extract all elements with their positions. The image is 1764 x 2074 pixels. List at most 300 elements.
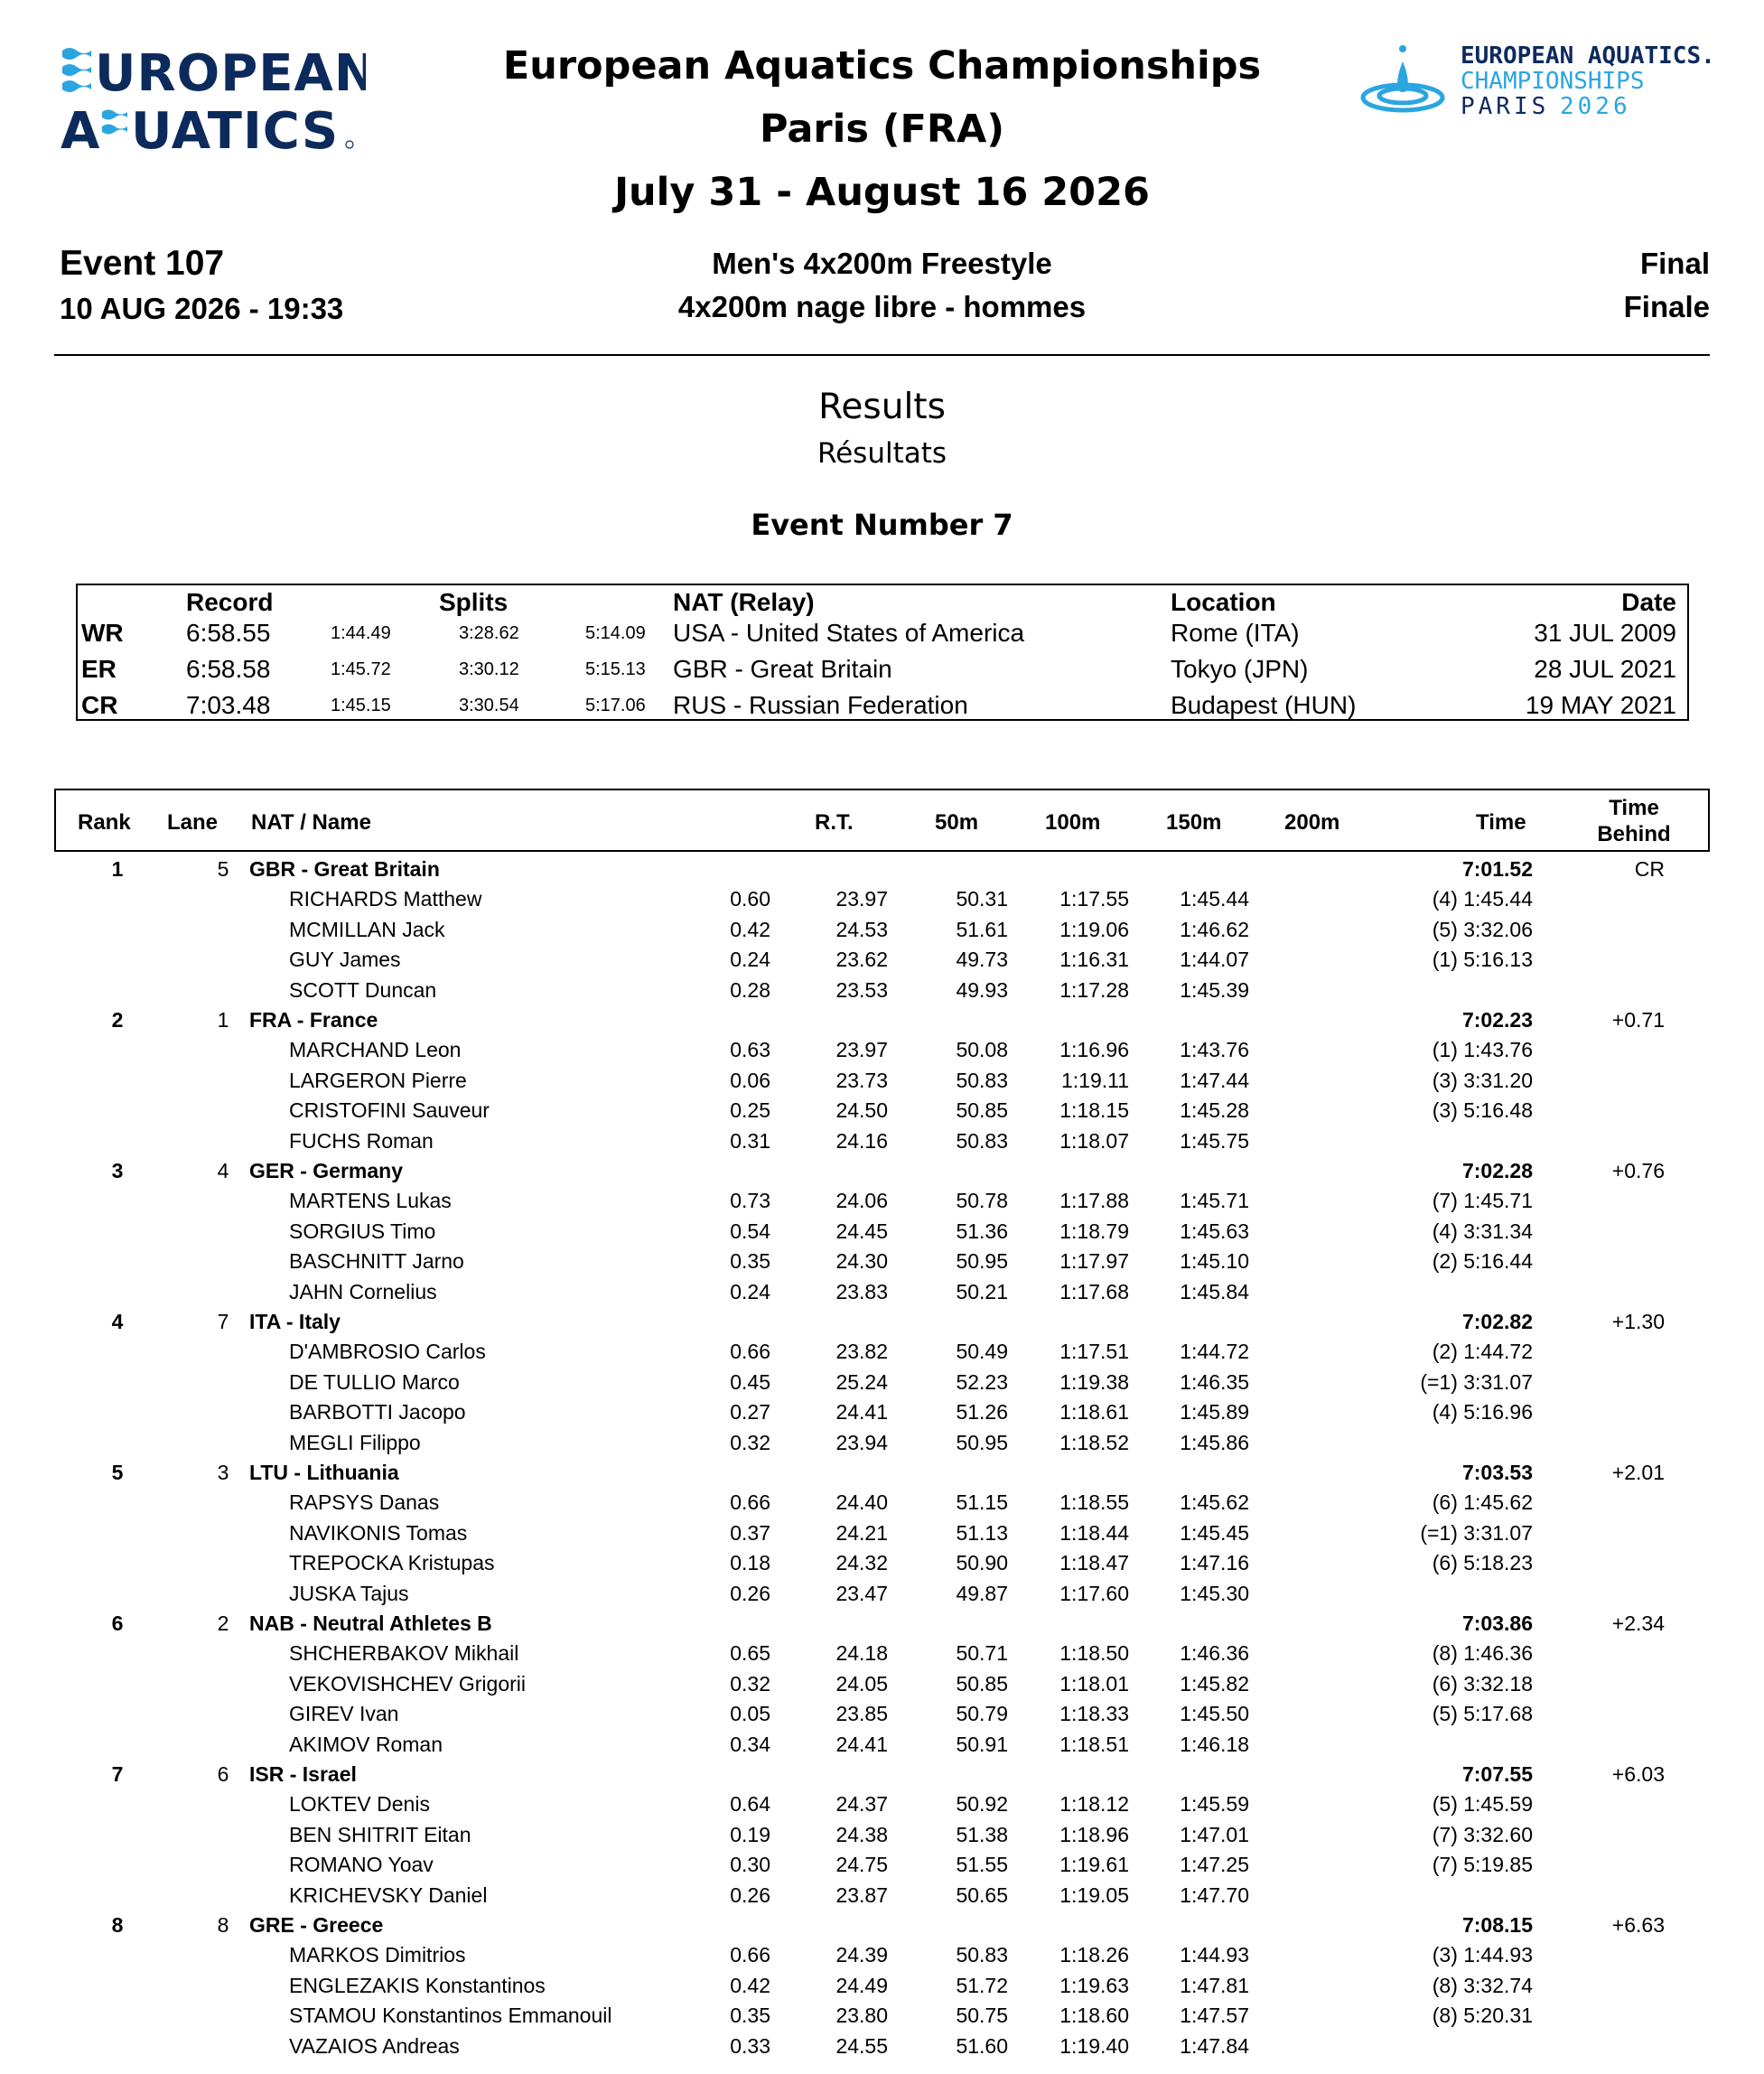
swimmer-reaction-time: 0.32	[730, 1671, 770, 1696]
swimmer-split-100m: 50.90	[956, 1551, 1008, 1575]
swimmer-cumulative-time: (4) 1:45.44	[1432, 887, 1533, 911]
team-name: GRE - Greece	[249, 1913, 384, 1937]
swimmer-split-100m: 50.49	[956, 1340, 1008, 1364]
swimmer-cumulative-time: (3) 5:16.48	[1432, 1098, 1533, 1123]
event-number: Event 107	[60, 244, 225, 283]
record-nat: GBR - Great Britain	[673, 655, 892, 683]
swimmer-split-200m: 1:46.35	[1180, 1369, 1249, 1394]
swimmer-reaction-time: 0.32	[730, 1430, 770, 1454]
swimmer-cumulative-time: (7) 3:32.60	[1432, 1822, 1533, 1846]
swimmer-row	[54, 976, 1710, 1005]
col-lane: Lane	[167, 810, 219, 835]
swimmer-split-100m: 49.73	[956, 948, 1008, 972]
swimmer-cumulative-time: (4) 3:31.34	[1432, 1219, 1533, 1243]
swimmer-split-200m: 1:47.01	[1180, 1822, 1249, 1846]
swimmer-reaction-time: 0.42	[730, 917, 770, 941]
col-rank: Rank	[78, 810, 131, 835]
swimmer-split-150m: 1:19.11	[1060, 1068, 1129, 1092]
swimmer-name: VAZAIOS Andreas	[289, 2033, 460, 2058]
swimmer-cumulative-time: (7) 1:45.71	[1432, 1189, 1533, 1213]
swimmer-split-100m: 51.60	[956, 2033, 1008, 2058]
swimmer-reaction-time: 0.24	[730, 948, 770, 972]
championship-title: European Aquatics Championships	[502, 43, 1262, 89]
swimmer-split-150m: 1:18.26	[1059, 1943, 1129, 1967]
record-date: 28 JUL 2021	[1534, 655, 1676, 683]
swimmer-split-100m: 50.71	[956, 1641, 1008, 1666]
team-name: NAB - Neutral Athletes B	[249, 1612, 492, 1635]
swimmer-row	[54, 915, 1710, 945]
swimmer-split-150m: 1:19.38	[1059, 1369, 1129, 1394]
swimmer-split-50m: 24.41	[835, 1732, 888, 1756]
swimmer-name: ROMANO Yoav	[289, 1853, 434, 1877]
swimmer-split-150m: 1:18.60	[1059, 2004, 1129, 2028]
team-time: 7:07.55	[1461, 1762, 1533, 1786]
swimmer-split-200m: 1:47.57	[1180, 2004, 1249, 2028]
team-time: 7:02.82	[1461, 1310, 1533, 1333]
event-name-fr: 4x200m nage libre - hommes	[677, 290, 1087, 323]
swimmer-split-150m: 1:18.47	[1059, 1551, 1129, 1575]
swimmer-split-100m: 50.83	[956, 1068, 1008, 1092]
col-time-behind-line1: Time	[1609, 796, 1659, 820]
header-divider	[54, 354, 1710, 356]
swimmer-reaction-time: 0.18	[730, 1551, 770, 1575]
swimmer-reaction-time: 0.06	[730, 1068, 770, 1092]
swimmer-split-100m: 50.91	[956, 1732, 1008, 1756]
team-row	[54, 1005, 1710, 1035]
swimmer-name: KRICHEVSKY Daniel	[289, 1882, 488, 1907]
swimmer-reaction-time: 0.19	[730, 1822, 770, 1846]
swimmer-row	[54, 1548, 1710, 1578]
swimmer-reaction-time: 0.34	[730, 1732, 770, 1756]
swimmer-split-100m: 50.08	[956, 1038, 1008, 1062]
swimmer-split-50m: 24.30	[835, 1249, 888, 1274]
swimmer-split-100m: 50.85	[956, 1671, 1008, 1696]
swimmer-split-50m: 24.41	[835, 1400, 888, 1425]
swimmer-split-150m: 1:16.96	[1059, 1038, 1129, 1062]
team-rank: 5	[111, 1461, 124, 1484]
swimmer-row	[54, 1368, 1710, 1397]
swimmer-split-50m: 24.50	[835, 1098, 888, 1123]
swimmer-split-200m: 1:47.70	[1180, 1882, 1249, 1907]
swimmer-name: MARKOS Dimitrios	[289, 1943, 466, 1967]
swimmer-split-100m: 50.92	[956, 1792, 1008, 1817]
team-lane: 7	[217, 1310, 229, 1333]
swimmer-row	[54, 1488, 1710, 1518]
swimmer-split-200m: 1:45.71	[1180, 1189, 1249, 1213]
swimmer-split-200m: 1:43.76	[1180, 1038, 1249, 1062]
event-name-en: Men's 4x200m Freestyle	[712, 247, 1052, 280]
swimmer-split-100m: 52.23	[956, 1369, 1008, 1394]
swimmer-row	[54, 1247, 1710, 1276]
swimmer-cumulative-time: (1) 1:43.76	[1432, 1038, 1533, 1062]
swimmer-split-50m: 24.21	[835, 1520, 888, 1545]
swimmer-row	[54, 1881, 1710, 1911]
swimmer-split-150m: 1:17.28	[1059, 977, 1129, 1002]
swimmer-cumulative-time: (5) 1:45.59	[1432, 1792, 1533, 1817]
swimmer-split-100m: 51.36	[956, 1219, 1008, 1243]
svg-text:UROPEAN: UROPEAN	[95, 44, 366, 103]
swimmer-name: BEN SHITRIT Eitan	[289, 1822, 471, 1846]
record-type: ER	[81, 655, 117, 683]
col-time-behind-line2: Behind	[1597, 822, 1671, 846]
swimmer-reaction-time: 0.24	[730, 1279, 770, 1303]
swimmer-reaction-time: 0.35	[730, 2004, 770, 2028]
record-nat: RUS - Russian Federation	[673, 691, 968, 719]
swimmer-cumulative-time: (7) 5:19.85	[1432, 1853, 1533, 1877]
record-location: Tokyo (JPN)	[1171, 655, 1309, 683]
swimmer-reaction-time: 0.30	[730, 1853, 770, 1877]
records-header-location: Location	[1171, 588, 1276, 616]
water-drop-icon	[1359, 43, 1721, 125]
team-time-behind: +6.03	[1611, 1762, 1665, 1786]
record-nat: USA - United States of America	[673, 619, 1025, 647]
swimmer-split-200m: 1:44.07	[1180, 948, 1249, 972]
swimmer-name: STAMOU Konstantinos Emmanouil	[289, 2004, 612, 2028]
swimmer-split-150m: 1:17.97	[1059, 1249, 1129, 1274]
team-rank: 4	[111, 1310, 124, 1333]
swimmer-split-100m: 50.95	[956, 1430, 1008, 1454]
swimmer-name: LARGERON Pierre	[289, 1068, 467, 1092]
record-split-1: 1:44.49	[331, 623, 391, 643]
swimmer-split-150m: 1:19.06	[1059, 917, 1129, 941]
swimmer-cumulative-time: (1) 5:16.13	[1432, 948, 1533, 972]
swimmer-split-150m: 1:18.01	[1059, 1671, 1129, 1696]
record-row	[78, 616, 1687, 650]
swimmer-reaction-time: 0.28	[730, 977, 770, 1002]
swimmer-reaction-time: 0.33	[730, 2033, 770, 2058]
swimmer-reaction-time: 0.66	[730, 1340, 770, 1364]
swimmer-row	[54, 1096, 1710, 1126]
record-location: Rome (ITA)	[1171, 619, 1300, 647]
swimmer-split-150m: 1:18.51	[1059, 1732, 1129, 1756]
event-number-label: Event Number 7	[751, 508, 1013, 542]
team-time-behind: +2.01	[1611, 1461, 1665, 1484]
swimmer-split-200m: 1:45.63	[1180, 1219, 1249, 1243]
team-row	[54, 1609, 1710, 1639]
swimmer-split-100m: 49.87	[956, 1581, 1008, 1605]
team-row	[54, 1760, 1710, 1789]
swimmer-name: MCMILLAN Jack	[289, 917, 445, 941]
swimmer-split-100m: 49.93	[956, 977, 1008, 1002]
swimmer-split-150m: 1:18.07	[1059, 1128, 1129, 1153]
swimmer-split-100m: 50.83	[956, 1943, 1008, 1967]
swimmer-split-200m: 1:46.62	[1180, 917, 1249, 941]
european-aquatics-logo-icon	[59, 43, 366, 161]
swimmer-name: SCOTT Duncan	[289, 977, 437, 1002]
swimmer-split-150m: 1:18.61	[1059, 1400, 1129, 1425]
swimmer-name: GIREV Ivan	[289, 1702, 399, 1726]
swimmer-split-100m: 50.31	[956, 887, 1008, 911]
swimmer-split-150m: 1:17.55	[1059, 887, 1129, 911]
swimmer-split-200m: 1:47.84	[1180, 2033, 1249, 2058]
swimmer-split-150m: 1:18.55	[1059, 1490, 1129, 1515]
swimmer-name: D'AMBROSIO Carlos	[289, 1340, 486, 1364]
swimmer-split-50m: 23.87	[835, 1882, 888, 1907]
record-date: 31 JUL 2009	[1534, 619, 1676, 647]
swimmer-split-150m: 1:18.50	[1059, 1641, 1129, 1666]
swimmer-split-150m: 1:18.15	[1059, 1098, 1129, 1123]
championship-city: Paris (FRA)	[760, 107, 1004, 152]
swimmer-split-50m: 24.49	[835, 1973, 888, 1997]
record-time: 6:58.55	[186, 619, 271, 647]
swimmer-name: MARTENS Lukas	[289, 1189, 452, 1213]
swimmer-split-50m: 24.40	[835, 1490, 888, 1515]
swimmer-split-200m: 1:47.44	[1180, 1068, 1249, 1092]
team-time-behind: +1.30	[1611, 1310, 1665, 1333]
swimmer-split-150m: 1:18.52	[1059, 1430, 1129, 1454]
swimmer-row	[54, 1669, 1710, 1699]
swimmer-split-50m: 24.39	[835, 1943, 888, 1967]
record-row	[78, 652, 1687, 687]
svg-text:UATICS: UATICS	[131, 102, 340, 161]
col-200m: 200m	[1284, 810, 1340, 835]
swimmer-name: JUSKA Tajus	[289, 1581, 409, 1605]
swimmer-split-50m: 24.53	[835, 917, 888, 941]
swimmer-split-150m: 1:17.68	[1059, 1279, 1129, 1303]
round-en: Final	[1639, 247, 1710, 280]
swimmer-split-100m: 51.15	[956, 1490, 1008, 1515]
swimmer-reaction-time: 0.05	[730, 1702, 770, 1726]
record-split-2: 3:30.54	[459, 696, 519, 715]
swimmer-split-150m: 1:18.79	[1059, 1219, 1129, 1243]
swimmer-split-150m: 1:18.33	[1059, 1702, 1129, 1726]
swimmer-split-200m: 1:45.62	[1180, 1490, 1249, 1515]
swimmer-split-100m: 50.85	[956, 1098, 1008, 1123]
swimmer-cumulative-time: (6) 3:32.18	[1432, 1671, 1533, 1696]
event-datetime: 10 AUG 2026 - 19:33	[60, 292, 344, 325]
col-time: Time	[1476, 810, 1526, 835]
team-lane: 2	[217, 1612, 229, 1635]
record-split-2: 3:30.12	[459, 659, 519, 679]
swimmer-split-50m: 24.05	[835, 1671, 888, 1696]
swimmer-name: CRISTOFINI Sauveur	[289, 1098, 490, 1123]
swimmer-split-150m: 1:17.60	[1059, 1581, 1129, 1605]
swimmer-row	[54, 1850, 1710, 1880]
records-header-date: Date	[1621, 588, 1676, 616]
team-name: FRA - France	[249, 1008, 378, 1032]
team-rank: 3	[111, 1159, 124, 1182]
team-lane: 1	[217, 1008, 229, 1032]
record-time: 7:03.48	[186, 691, 271, 719]
swimmer-split-50m: 24.45	[835, 1219, 888, 1243]
results-subtitle: Résultats	[817, 437, 947, 470]
swimmer-row	[54, 1035, 1710, 1065]
swimmer-split-50m: 24.75	[835, 1853, 888, 1877]
swimmer-split-200m: 1:45.50	[1180, 1702, 1249, 1726]
swimmer-row	[54, 1940, 1710, 1970]
record-location: Budapest (HUN)	[1171, 691, 1357, 719]
swimmer-split-200m: 1:45.44	[1180, 887, 1249, 911]
swimmer-reaction-time: 0.66	[730, 1490, 770, 1515]
team-row	[54, 1156, 1710, 1186]
swimmer-reaction-time: 0.25	[730, 1098, 770, 1123]
swimmer-split-50m: 24.18	[835, 1641, 888, 1666]
swimmer-name: AKIMOV Roman	[289, 1732, 443, 1756]
records-header-splits: Splits	[439, 588, 509, 616]
swimmer-reaction-time: 0.26	[730, 1882, 770, 1907]
team-name: ISR - Israel	[249, 1762, 357, 1786]
championships-paris-logo	[1359, 43, 1721, 125]
swimmer-row	[54, 1337, 1710, 1367]
records-header-row	[78, 585, 1687, 620]
swimmer-split-200m: 1:45.89	[1180, 1400, 1249, 1425]
record-split-3: 5:15.13	[585, 659, 646, 679]
team-rank: 6	[111, 1612, 124, 1635]
team-row	[54, 1911, 1710, 1940]
swimmer-reaction-time: 0.45	[730, 1369, 770, 1394]
swimmer-cumulative-time: (2) 5:16.44	[1432, 1249, 1533, 1274]
team-row	[54, 855, 1710, 884]
swimmer-cumulative-time: (=1) 3:31.07	[1420, 1520, 1533, 1545]
swimmer-split-50m: 23.47	[835, 1581, 888, 1605]
swimmer-name: BARBOTTI Jacopo	[289, 1400, 466, 1425]
svg-text:PARIS: PARIS	[1461, 93, 1550, 120]
record-time: 6:58.58	[186, 655, 271, 683]
swimmer-split-200m: 1:45.59	[1180, 1792, 1249, 1817]
swimmer-split-100m: 50.83	[956, 1128, 1008, 1153]
swimmer-cumulative-time: (5) 3:32.06	[1432, 917, 1533, 941]
swimmer-name: RAPSYS Danas	[289, 1490, 440, 1515]
records-header-record: Record	[186, 588, 274, 616]
european-aquatics-logo	[59, 43, 366, 161]
swimmer-split-50m: 24.55	[835, 2033, 888, 2058]
col-name: NAT / Name	[251, 810, 371, 835]
team-name: ITA - Italy	[249, 1310, 341, 1333]
swimmer-reaction-time: 0.66	[730, 1943, 770, 1967]
swimmer-reaction-time: 0.73	[730, 1189, 770, 1213]
swimmer-cumulative-time: (4) 5:16.96	[1432, 1400, 1533, 1425]
records-table	[76, 584, 1689, 721]
swimmer-cumulative-time: (8) 5:20.31	[1432, 2004, 1533, 2028]
swimmer-split-100m: 50.79	[956, 1702, 1008, 1726]
swimmer-row	[54, 1217, 1710, 1247]
team-row	[54, 1458, 1710, 1488]
swimmer-split-50m: 23.94	[835, 1430, 888, 1454]
swimmer-split-100m: 50.95	[956, 1249, 1008, 1274]
team-time-behind: +2.34	[1611, 1612, 1665, 1635]
swimmer-reaction-time: 0.65	[730, 1641, 770, 1666]
swimmer-split-100m: 50.21	[956, 1279, 1008, 1303]
swimmer-row	[54, 1789, 1710, 1819]
swimmer-name: MEGLI Filippo	[289, 1430, 421, 1454]
record-type: WR	[81, 619, 124, 647]
swimmer-row	[54, 1518, 1710, 1548]
svg-text:A: A	[61, 102, 101, 161]
team-time: 7:03.86	[1461, 1612, 1533, 1635]
swimmer-split-100m: 51.38	[956, 1822, 1008, 1846]
swimmer-split-200m: 1:45.84	[1180, 1279, 1249, 1303]
team-name: GBR - Great Britain	[249, 857, 440, 881]
results-table-header	[54, 789, 1710, 852]
swimmer-cumulative-time: (6) 1:45.62	[1432, 1490, 1533, 1515]
team-time: 7:02.28	[1461, 1159, 1533, 1182]
swimmer-split-50m: 24.06	[835, 1189, 888, 1213]
team-time-behind: +0.76	[1611, 1159, 1665, 1182]
swimmer-split-200m: 1:44.93	[1180, 1943, 1249, 1967]
swimmer-row	[54, 1186, 1710, 1216]
team-row	[54, 1307, 1710, 1337]
swimmer-split-100m: 50.78	[956, 1189, 1008, 1213]
swimmer-split-150m: 1:19.05	[1059, 1882, 1129, 1907]
swimmer-split-100m: 51.26	[956, 1400, 1008, 1425]
col-rt: R.T.	[815, 810, 854, 835]
swimmer-reaction-time: 0.64	[730, 1792, 770, 1817]
swimmer-split-100m: 51.61	[956, 917, 1008, 941]
col-150m: 150m	[1166, 810, 1222, 835]
swimmer-split-200m: 1:46.18	[1180, 1732, 1249, 1756]
swimmer-split-200m: 1:47.25	[1180, 1853, 1249, 1877]
swimmer-cumulative-time: (5) 5:17.68	[1432, 1702, 1533, 1726]
swimmer-split-100m: 51.13	[956, 1520, 1008, 1545]
record-split-1: 1:45.15	[331, 696, 391, 715]
swimmer-split-150m: 1:18.12	[1059, 1792, 1129, 1817]
swimmer-split-100m: 51.55	[956, 1853, 1008, 1877]
swimmer-split-50m: 24.32	[835, 1551, 888, 1575]
team-lane: 4	[217, 1159, 229, 1182]
svg-text:CHAMPIONSHIPS: CHAMPIONSHIPS	[1461, 68, 1645, 95]
swimmer-cumulative-time: (2) 1:44.72	[1432, 1340, 1533, 1364]
swimmer-split-150m: 1:17.88	[1059, 1189, 1129, 1213]
svg-text:2026: 2026	[1560, 93, 1631, 120]
team-rank: 8	[111, 1913, 124, 1937]
swimmer-reaction-time: 0.42	[730, 1973, 770, 1997]
swimmer-split-50m: 24.16	[835, 1128, 888, 1153]
swimmer-reaction-time: 0.63	[730, 1038, 770, 1062]
record-row	[78, 688, 1687, 723]
team-rank: 2	[111, 1008, 124, 1032]
swimmer-reaction-time: 0.60	[730, 887, 770, 911]
swimmer-split-50m: 23.83	[835, 1279, 888, 1303]
team-time: 7:02.23	[1461, 1008, 1533, 1032]
swimmer-split-200m: 1:44.72	[1180, 1340, 1249, 1364]
col-100m: 100m	[1045, 810, 1101, 835]
swimmer-reaction-time: 0.31	[730, 1128, 770, 1153]
swimmer-cumulative-time: (8) 1:46.36	[1432, 1641, 1533, 1666]
swimmer-row	[54, 2032, 1710, 2061]
team-time: 7:08.15	[1461, 1913, 1533, 1937]
swimmer-reaction-time: 0.54	[730, 1219, 770, 1243]
swimmer-split-50m: 24.37	[835, 1792, 888, 1817]
swimmer-name: FUCHS Roman	[289, 1128, 434, 1153]
swimmer-cumulative-time: (6) 5:18.23	[1432, 1551, 1533, 1575]
swimmer-split-100m: 50.75	[956, 2004, 1008, 2028]
swimmer-split-50m: 23.97	[835, 887, 888, 911]
swimmer-split-200m: 1:45.30	[1180, 1581, 1249, 1605]
team-lane: 8	[217, 1913, 229, 1937]
team-name: GER - Germany	[249, 1159, 403, 1182]
swimmer-name: GUY James	[289, 948, 401, 972]
swimmer-split-50m: 25.24	[835, 1369, 888, 1394]
swimmer-split-200m: 1:46.36	[1180, 1641, 1249, 1666]
team-rank: 7	[111, 1762, 124, 1786]
swimmer-split-200m: 1:45.45	[1180, 1520, 1249, 1545]
record-type: CR	[81, 691, 118, 719]
swimmer-cumulative-time: (=1) 3:31.07	[1420, 1369, 1533, 1394]
swimmer-row	[54, 1277, 1710, 1307]
swimmer-row	[54, 1820, 1710, 1850]
swimmer-split-50m: 23.53	[835, 977, 888, 1002]
team-time: 7:01.52	[1461, 857, 1533, 881]
swimmer-split-150m: 1:19.40	[1059, 2033, 1129, 2058]
swimmer-split-50m: 23.85	[835, 1702, 888, 1726]
team-time-behind: +0.71	[1611, 1008, 1665, 1032]
swimmer-split-200m: 1:45.28	[1180, 1098, 1249, 1123]
swimmer-split-150m: 1:18.44	[1059, 1520, 1129, 1545]
swimmer-split-100m: 50.65	[956, 1882, 1008, 1907]
swimmer-split-50m: 23.82	[835, 1340, 888, 1364]
swimmer-row	[54, 1639, 1710, 1668]
swimmer-name: SORGIUS Timo	[289, 1219, 436, 1243]
